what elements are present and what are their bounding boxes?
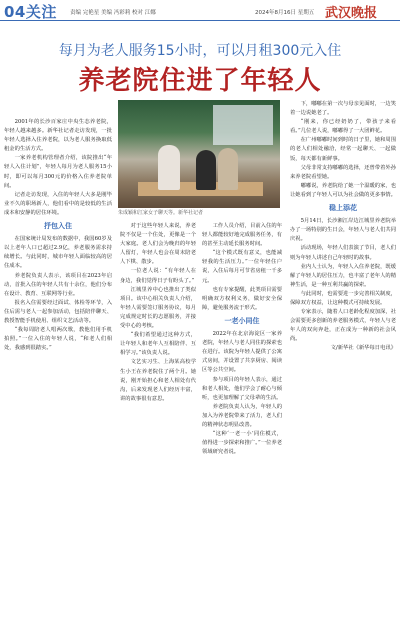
- text-column-1: [4, 118, 112, 618]
- paragraph: 5月14日，长沙湘江岸边江城里养老院举办了一场特别的生日会，年轻人与老人们共同庆祝。: [290, 218, 396, 243]
- photo-person: [196, 150, 216, 190]
- page-header: [0, 0, 400, 21]
- paragraph: 也有专家提醒，此类项目需要明确双方权利义务，做好安全保障，避免服务流于形式。: [202, 286, 282, 311]
- text-column-4: [290, 100, 396, 620]
- text-column-2: [120, 222, 196, 618]
- paragraph: 在广州嘟嘟时间到时的日子里，她和周围的老人们相处融洽，经常一起聊天、一起做饭，每天都有新鲜事。: [290, 137, 396, 162]
- issue-date: 2024年8月16日 星期五: [255, 10, 315, 16]
- news-photo: [118, 100, 280, 208]
- photo-person: [218, 148, 238, 190]
- paragraph: “这种‘一老一小’同住模式，值得进一步探索和推广。”一位养老领域研究者说。: [202, 431, 282, 456]
- paragraph: “我每周陪老人唱两次歌，教他们用手机拍照。”一位入住的年轻人说，“和老人们相处，我感到很踏实。”: [4, 327, 112, 352]
- paragraph: 江城里养中心也推出了类似项目。该中心相关负责人介绍，年轻人需要签订服务协议，每月完成规定时长的志愿服务，并接受中心的考核。: [120, 286, 196, 330]
- text-column-3: [202, 222, 282, 618]
- section-subhead: 稳上添花: [329, 204, 357, 213]
- newspaper-logo: 武汉晚报: [325, 6, 378, 21]
- paragraph: 业内人士认为，年轻人入住养老院，既缓解了年轻人的居住压力，也丰富了老年人的精神生活，是一种互利共赢的探索。: [290, 263, 396, 288]
- editor-credits: 责编 完艳星 美编 冯彩莉 校对 江娜: [70, 10, 156, 16]
- paragraph: 养老院负责人认为，年轻人的加入为养老院带来了活力，老人们的精神状态明显改善。: [202, 403, 282, 428]
- section-title: 04关注: [4, 3, 57, 21]
- paragraph: 与此同时，也需要进一步完善相关制度，保障双方权益，让这种模式可持续发展。: [290, 290, 396, 306]
- paragraph: 2022年在北京海淀区一家养老院，年轻人与老人同住的探索也在进行。该院为年轻人提供了公寓式房间，并设置了共享厨房、阅读区等公共空间。: [202, 331, 282, 374]
- paragraph: 报名入住需要经过面试、体检等环节，入住后需与老人一起参加活动，包括陪伴聊天、教授智能手机使用、组织文艺活动等。: [4, 299, 112, 324]
- article-source: 文/新华社《新华每日电讯》: [330, 345, 396, 352]
- paragraph: 对于这些年轻人来说，养老院不仅是一个住处，更像是一个大家庭。老人们会为晚归的年轻人留灯，年轻人也会在周末陪老人下棋、散步。: [120, 223, 196, 266]
- paragraph: 父母非常支持嘟嘟的选择，还曾带着外孙来养老院看望她。: [290, 164, 396, 180]
- paragraph: 一家养老机构管理者介绍，该院推出“年轻人入住计划”，年轻人每月为老人服务15小时，即可以每月300元的价格入住养老院单间。: [4, 155, 112, 189]
- paragraph: “我们希望通过这种方式，让年轻人和老年人互相陪伴、互相学习。”该负责人说。: [120, 332, 196, 357]
- paragraph: 在国家统计局发布的数据中，我国60岁及以上老年人口已超过2.9亿，养老服务需求持续增长。与此同时，城市年轻人面临较高的居住成本。: [4, 236, 112, 270]
- paragraph: “刚来，你已经奶奶了，带孩子来看看。”几位老人说，嘟嘟得了一大团鲜花。: [290, 119, 396, 135]
- article-title: 养老院住进了年轻人: [78, 66, 322, 96]
- paragraph: 工作人员介绍，目前入住的年轻人都能较好地完成服务任务，有的甚至主动延长服务时间。: [202, 223, 282, 248]
- section-subhead: 抒包入住: [44, 222, 72, 231]
- paragraph: 一位老人说：“有年轻人在身边，我们觉得日子有盼头了。”: [120, 268, 196, 284]
- paragraph: 嘟嘟说，养老院给了她一个温暖的家，也让她看到了年轻人可以为社会做的更多事情。: [290, 182, 396, 198]
- paragraph: 2001年的长沙百家庄中央生态养老院，年轻人越来越多。新华社记者走访发现，一批年轻人选择入住养老院，以为老人服务换取低租金的生活方式。: [4, 119, 112, 153]
- photo-person: [158, 145, 180, 190]
- paragraph: “这个模式既有意义，也能减轻我的生活压力。”一位年轻住户说，入住后每月可节省房租一千多元。: [202, 250, 282, 284]
- paragraph: 参与项目的年轻人表示，通过和老人相处，他们学会了耐心与倾听，也更加理解了父母辈的生活。: [202, 376, 282, 401]
- article-subtitle: 每月为老人服务15小时，可以月租300元入住: [58, 43, 342, 59]
- paragraph: 活动现场，年轻人们表演了节目，老人们则为年轻人讲述自己年轻时的故事。: [290, 245, 396, 261]
- section-subhead: 一老小同住: [224, 316, 260, 325]
- paragraph: 记者走访发现，入住的年轻人大多是刚毕业不久的职场新人，他们看中的是较低的生活成本和安静的居住环境。: [4, 191, 112, 216]
- photo-caption: 朱成颖和江家女子聊天等。新华社记者: [118, 210, 204, 216]
- paragraph: 下，嘟嘟在第一次与母亲见面时，一边笑着一边说她老了。: [290, 101, 396, 117]
- paragraph: 养老院负责人表示，该项目在2023年启动，首批入住的年轻人共有十余位，他们分布在设计、教育、互联网等行业。: [4, 272, 112, 297]
- paragraph: 文艺实习生、上海某高校学生小王在养老院住了两个月。她说，刚开始担心和老人相处有代沟，后来发现老人们经历丰富，讲的故事很有意思。: [120, 359, 196, 402]
- paragraph: 专家表示，随着人口老龄化程度加深，社会需要更多创新的养老服务模式，年轻人与老年人的双向奔赴，正在成为一种新的社会风尚。: [290, 309, 396, 343]
- photo-window: [213, 105, 273, 145]
